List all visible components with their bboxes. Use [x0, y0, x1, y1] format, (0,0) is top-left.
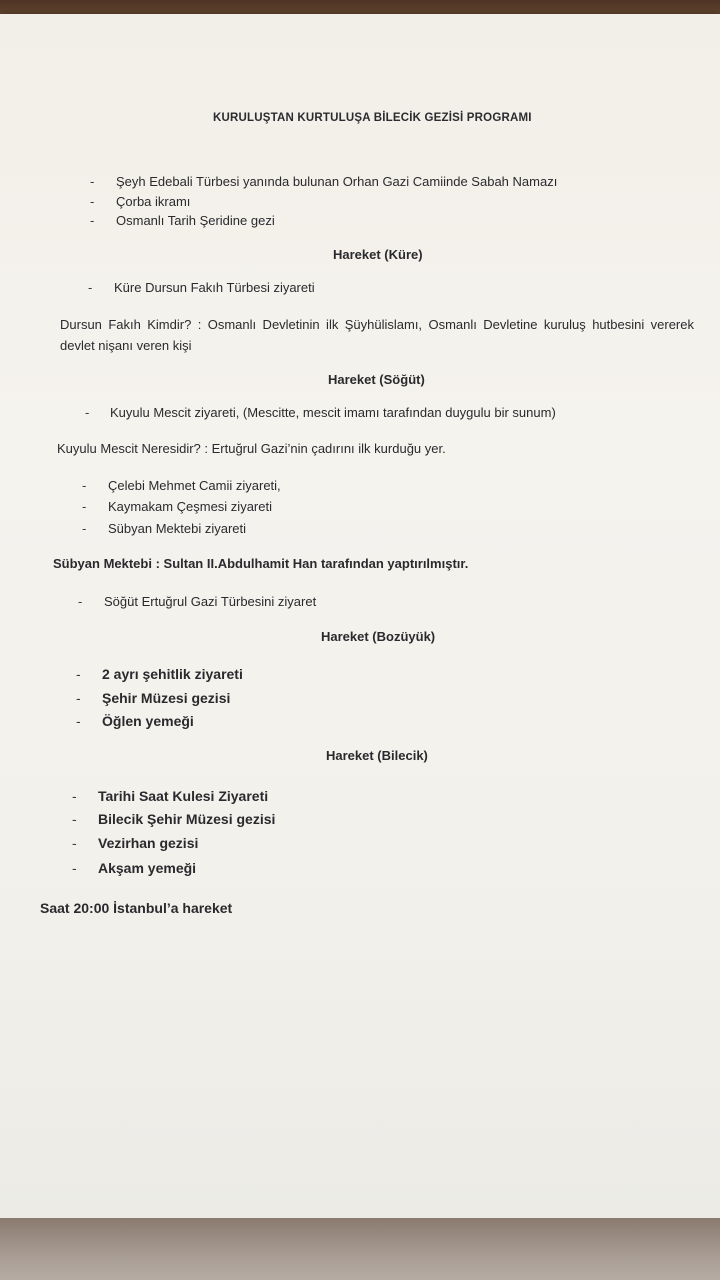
list-item: 2 ayrı şehitlik ziyareti: [102, 666, 243, 682]
bullet-dash: -: [76, 713, 81, 729]
floor-background: [0, 1218, 720, 1280]
list-item: Sübyan Mektebi ziyareti: [108, 521, 247, 536]
list-item: Çelebi Mehmet Camii ziyareti,: [108, 478, 281, 493]
closing-departure: Saat 20:00 İstanbul’a hareket: [40, 900, 233, 916]
list-item: Akşam yemeği: [98, 860, 197, 876]
bullet-dash: -: [82, 478, 87, 493]
note-dursun-fakih: Dursun Fakıh Kimdir? : Osmanlı Devletinin ilk Şüyhülislamı, Osmanlı Devletine kuruluş hutbesini vererek devlet nişanı veren kişi: [60, 317, 694, 353]
note-subyan-mektebi: Sübyan Mektebi : Sultan II.Abdulhamit Han tarafından yaptırılmıştır.: [53, 556, 469, 571]
list-item: Osmanlı Tarih Şeridine gezi: [116, 213, 275, 228]
list-item: Öğlen yemeği: [102, 713, 194, 729]
bullet-dash: -: [85, 405, 90, 420]
section-heading-bilecik: Hareket (Bilecik): [326, 748, 428, 763]
bullet-dash: -: [88, 280, 93, 295]
bullet-dash: -: [82, 499, 87, 514]
list-item: Kuyulu Mescit ziyareti, (Mescitte, mescit imamı tarafından duygulu bir sunum): [110, 405, 556, 420]
bullet-dash: -: [90, 213, 95, 228]
bullet-dash: -: [90, 174, 95, 189]
note-kuyulu-mescit: Kuyulu Mescit Neresidir? : Ertuğrul Gazi’nin çadırını ilk kurduğu yer.: [57, 441, 446, 456]
list-item: Küre Dursun Fakıh Türbesi ziyareti: [114, 280, 315, 295]
bullet-dash: -: [82, 521, 87, 536]
section-heading-sogut: Hareket (Söğüt): [328, 372, 425, 387]
list-item: Şehir Müzesi gezisi: [102, 690, 231, 706]
document-title: KURULUŞTAN KURTULUŞA BİLECİK GEZİSİ PROGRAMI: [213, 112, 532, 124]
bullet-dash: -: [72, 811, 77, 827]
bullet-dash: -: [72, 835, 77, 851]
bullet-dash: -: [76, 690, 81, 706]
bullet-dash: -: [78, 594, 83, 609]
bullet-dash: -: [72, 788, 77, 804]
list-item: Bilecik Şehir Müzesi gezisi: [98, 811, 276, 827]
list-item: Söğüt Ertuğrul Gazi Türbesini ziyaret: [104, 594, 317, 609]
document-page: [0, 14, 720, 1220]
bullet-dash: -: [72, 860, 77, 876]
list-item: Çorba ikramı: [116, 194, 191, 209]
bullet-dash: -: [76, 666, 81, 682]
list-item: Şeyh Edebali Türbesi yanında bulunan Orhan Gazi Camiinde Sabah Namazı: [116, 174, 558, 189]
bullet-dash: -: [90, 194, 95, 209]
section-heading-kure: Hareket (Küre): [333, 247, 423, 262]
section-heading-bozuyuk: Hareket (Bozüyük): [321, 629, 436, 644]
list-item: Tarihi Saat Kulesi Ziyareti: [98, 788, 269, 804]
list-item: Vezirhan gezisi: [98, 835, 199, 851]
list-item: Kaymakam Çeşmesi ziyareti: [108, 499, 272, 514]
